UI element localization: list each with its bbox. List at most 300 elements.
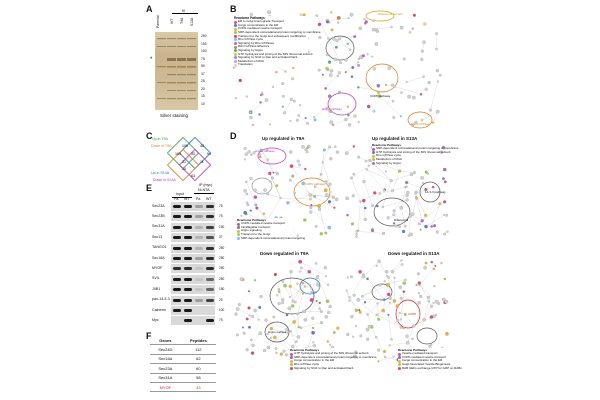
network-edge	[392, 261, 401, 272]
network-edge	[337, 41, 350, 50]
network-node	[328, 95, 331, 98]
network-node	[353, 173, 356, 176]
network-node	[250, 210, 252, 212]
network-node	[304, 285, 306, 287]
network-node	[329, 73, 332, 76]
network-node	[390, 26, 392, 28]
network-edge	[364, 201, 365, 220]
panel-c-label: C	[146, 131, 153, 141]
d-down-s13a-legend-item	[398, 365, 462, 371]
blot-band	[184, 226, 192, 229]
network-node	[264, 319, 267, 322]
network-edge	[247, 333, 260, 350]
legend-label: SRP-dependent cotranslational protein targeting	[241, 235, 306, 240]
blot-strip	[171, 275, 215, 284]
network-node	[302, 282, 304, 284]
network-node	[241, 215, 243, 217]
network-node	[403, 290, 405, 292]
legend-label: Intraflagellar transport	[241, 224, 271, 229]
network-node	[368, 165, 370, 167]
network-node	[347, 106, 349, 108]
network-node	[251, 154, 253, 156]
network-node	[377, 349, 380, 352]
network-node	[272, 86, 274, 88]
col-peptides: Peptides	[181, 336, 216, 345]
network-edge	[261, 150, 273, 172]
network-node	[419, 295, 422, 298]
network-node	[275, 347, 278, 350]
network-node	[367, 105, 370, 108]
network-node	[377, 84, 380, 87]
blot-strip	[171, 296, 215, 305]
network-node	[400, 319, 402, 321]
network-node	[306, 122, 309, 125]
network-node	[303, 310, 306, 313]
network-node	[393, 222, 395, 224]
network-node	[349, 296, 351, 298]
network-node	[301, 145, 304, 148]
network-node	[320, 321, 323, 324]
network-node	[299, 270, 301, 272]
blot-strip	[171, 285, 215, 294]
network-node	[364, 207, 366, 209]
network-node	[404, 313, 407, 316]
network-node	[430, 305, 433, 308]
network-node	[435, 32, 438, 35]
network-node	[315, 262, 317, 264]
network-node	[338, 71, 341, 74]
network-node	[259, 101, 261, 103]
network-node	[384, 356, 386, 358]
network-node	[417, 301, 420, 304]
network-node	[285, 353, 288, 356]
network-node	[320, 173, 323, 176]
network-node	[421, 119, 423, 121]
network-node	[273, 172, 275, 174]
network-node	[382, 232, 385, 235]
network-node	[282, 280, 285, 283]
network-node	[317, 284, 320, 287]
network-node	[309, 193, 312, 196]
marker-75: 75	[201, 56, 205, 61]
network-node	[381, 309, 384, 312]
network-node	[436, 69, 439, 72]
blot-band	[195, 299, 203, 302]
network-edge	[368, 279, 385, 300]
blot-strip	[171, 254, 215, 263]
network-edge	[363, 261, 379, 276]
network-node	[320, 310, 323, 313]
network-node	[351, 66, 354, 69]
network-node	[365, 160, 368, 163]
gel-bands	[155, 32, 198, 110]
network-node	[329, 305, 332, 308]
venn-value-3: 169	[175, 152, 181, 156]
panel-a-lane-group-line	[172, 13, 198, 14]
network-node	[387, 216, 390, 219]
network-node	[383, 350, 386, 353]
network-node	[328, 183, 331, 186]
network-edge	[401, 292, 404, 320]
network-node	[362, 199, 365, 202]
network-node	[259, 156, 261, 158]
network-node	[368, 159, 371, 162]
network-node	[246, 193, 249, 196]
network-node	[274, 273, 277, 276]
network-node	[316, 276, 319, 279]
blot-band	[206, 215, 214, 218]
legend-label: Signaling by NGF to Rac and activated Rac1	[294, 365, 354, 370]
network-node	[357, 61, 359, 63]
network-node	[271, 177, 274, 180]
network-edge	[299, 115, 308, 123]
network-edge	[414, 317, 431, 326]
network-node	[275, 172, 277, 174]
network-node	[396, 304, 399, 307]
network-node	[304, 318, 307, 321]
network-node	[234, 313, 237, 316]
network-node	[399, 285, 402, 288]
network-node	[377, 318, 380, 321]
network-node	[276, 184, 279, 187]
network-node	[345, 197, 348, 200]
network-node	[259, 153, 261, 155]
network-node	[389, 297, 392, 300]
network-node	[335, 198, 338, 201]
network-node	[300, 327, 302, 329]
network-edge	[400, 171, 415, 173]
network-node	[389, 302, 391, 304]
network-edge	[408, 326, 414, 343]
legend-swatch	[398, 360, 401, 363]
venn-label-up-t9a: Up in T9A	[152, 137, 168, 141]
network-node	[296, 283, 298, 285]
network-node	[289, 179, 292, 182]
network-node	[360, 334, 363, 337]
blot-label: Calnexin	[152, 307, 166, 312]
blot-strip	[171, 202, 215, 211]
legend-label: RHO GTPase Effectors	[238, 44, 270, 49]
legend-swatch	[234, 46, 237, 49]
blot-mw: 150	[219, 287, 225, 292]
network-node	[309, 211, 312, 214]
network-node	[297, 114, 300, 117]
network-node	[311, 331, 314, 334]
network-edge	[351, 178, 360, 202]
network-node	[282, 95, 285, 98]
network-node	[439, 202, 442, 205]
marker-15: 15	[201, 94, 205, 98]
legend-swatch	[398, 353, 401, 356]
blot-band	[206, 205, 214, 208]
network-edge	[285, 99, 292, 112]
network-node	[443, 214, 445, 216]
network-node	[313, 195, 316, 198]
network-node	[330, 11, 332, 13]
blot-band	[184, 247, 192, 250]
network-edge	[409, 216, 411, 236]
network-node	[409, 233, 413, 237]
network-node	[278, 302, 281, 305]
network-node	[268, 172, 271, 175]
network-node	[383, 91, 385, 93]
network-node	[442, 298, 445, 301]
network-node	[316, 300, 318, 302]
network-node	[303, 218, 306, 221]
network-node	[366, 313, 368, 315]
network-node	[312, 327, 314, 329]
blot-band	[184, 257, 192, 260]
network-node	[387, 314, 389, 316]
venn-label-down-s13a: Down in S13A	[153, 178, 176, 182]
blot-mw: 75	[219, 214, 223, 219]
network-node	[361, 295, 364, 298]
network-node	[243, 332, 246, 335]
d-up-t9a-legend-item	[237, 235, 306, 241]
network-node	[299, 104, 301, 106]
network-node	[382, 206, 384, 208]
blot-lane-1: Pa	[174, 197, 179, 201]
network-node	[350, 177, 353, 180]
network-node	[289, 150, 292, 153]
network-node	[332, 37, 335, 40]
network-node	[412, 28, 414, 30]
network-edge	[392, 171, 399, 191]
blot-mw: 250	[219, 266, 225, 271]
gel-caption: Silver staining	[160, 113, 189, 118]
network-node	[350, 13, 353, 16]
network-node	[402, 326, 405, 329]
panel-d-title-down-t9a: Down regulated in T9A	[260, 251, 309, 256]
legend-label: Cargo concentration in the ER	[402, 358, 443, 363]
network-node	[268, 11, 271, 14]
legend-label: Translation	[238, 62, 253, 67]
network-node	[334, 146, 336, 148]
network-node	[313, 116, 315, 118]
network-node	[400, 115, 402, 117]
network-node	[404, 279, 406, 281]
network-node	[385, 270, 388, 273]
blot-lane-3: Pa	[196, 197, 201, 201]
network-node	[297, 335, 300, 338]
blot-lane-2: WT	[184, 197, 190, 201]
network-node	[326, 300, 329, 303]
network-edge	[362, 285, 380, 296]
d-annotation-1433: 14-3-3 pathway	[425, 190, 446, 194]
network-edge	[388, 315, 391, 340]
network-node	[353, 294, 356, 297]
network-node	[391, 189, 394, 192]
blot-strip	[171, 233, 215, 242]
network-node	[338, 91, 340, 93]
network-node	[443, 200, 446, 203]
blot-mw: 37	[219, 235, 223, 240]
blot-band	[206, 257, 214, 260]
network-edge	[347, 291, 357, 311]
blot-mw: 250	[219, 245, 225, 250]
network-node	[336, 327, 339, 330]
network-node	[251, 315, 254, 318]
panel-b-legend-item	[234, 63, 308, 67]
network-node	[282, 106, 284, 108]
pathway-circle	[417, 328, 437, 344]
network-node	[345, 71, 347, 73]
network-node	[327, 311, 330, 314]
d-legend-up-s13a	[372, 143, 459, 165]
network-node	[412, 96, 416, 100]
network-node	[246, 96, 248, 98]
network-edge	[387, 276, 404, 291]
network-node	[422, 40, 425, 43]
network-node	[324, 232, 327, 235]
legend-label: Signaling by Hippo	[238, 47, 264, 52]
network-node	[392, 100, 394, 102]
network-node	[431, 225, 433, 227]
pathway-circles	[252, 148, 330, 206]
network-node	[283, 284, 286, 287]
blot-band	[195, 257, 203, 260]
network-edge	[300, 262, 326, 277]
network-node	[367, 53, 369, 55]
network-edge	[292, 166, 306, 169]
legend-label: Rho GTPase cycle	[294, 361, 320, 366]
network-node	[263, 188, 266, 191]
network-node	[413, 171, 416, 174]
network-edge	[357, 231, 384, 233]
network-node	[357, 86, 359, 88]
network-node	[350, 275, 353, 278]
d-down-t9a-legend-item	[290, 365, 354, 371]
network-node	[352, 194, 355, 197]
gene-cell: Sec24D	[150, 345, 181, 354]
network-node	[329, 120, 333, 124]
network-node	[394, 225, 397, 228]
network-node	[364, 301, 366, 303]
network-node	[254, 279, 256, 281]
network-node	[291, 77, 294, 80]
blot-band	[173, 278, 181, 281]
network-node	[434, 265, 436, 267]
network-node	[391, 270, 394, 273]
network-node	[356, 298, 359, 301]
network-edge	[268, 198, 281, 220]
panel-a-label: A	[146, 4, 153, 14]
network-node	[289, 296, 291, 298]
blot-label: Sec23B	[152, 213, 165, 218]
network-edge	[301, 323, 321, 328]
legend-label: Signaling by Rho GTPases	[238, 40, 275, 45]
network-node	[296, 313, 299, 316]
network-edge	[419, 283, 431, 306]
network-node	[405, 335, 408, 338]
network-node	[246, 318, 249, 321]
blot-strip	[171, 212, 215, 221]
network-node	[325, 193, 329, 197]
network-node	[442, 177, 445, 180]
panel-d-title-up-t9a: Up regulated in T9A	[262, 136, 305, 141]
network-edge	[377, 303, 378, 319]
network-node	[368, 325, 371, 328]
legend-label: COPII-mediated vesicle transport	[238, 26, 283, 31]
network-node	[325, 315, 328, 318]
network-node	[325, 275, 327, 277]
network-node	[333, 207, 335, 209]
network-node	[298, 326, 300, 328]
network-node	[348, 17, 350, 19]
blot-label: SVIL	[152, 276, 160, 281]
legend-swatch	[372, 162, 375, 165]
network-node	[335, 46, 338, 49]
network-node	[363, 18, 365, 20]
network-node	[309, 206, 312, 209]
blot-label: Sec31A	[152, 224, 165, 229]
network-node	[393, 209, 396, 212]
network-node	[407, 95, 411, 99]
network-node	[293, 100, 296, 103]
network-node	[244, 147, 247, 150]
network-node	[255, 207, 258, 210]
network-node	[327, 340, 329, 342]
network-node	[249, 111, 251, 113]
network-node	[248, 326, 251, 329]
network-node	[439, 74, 442, 77]
legend-label: Golgi Associated Vesicle Biogenesis	[402, 361, 451, 366]
gel-markers	[201, 34, 215, 109]
network-node	[444, 278, 446, 280]
blot-label: MYOF	[152, 265, 163, 270]
d-annotation-hippo-2: Hippo pathway	[268, 330, 288, 334]
network-node	[435, 48, 437, 50]
network-node	[402, 230, 405, 233]
network-node	[304, 168, 306, 170]
network-node	[423, 318, 426, 321]
blot-mw: 250	[219, 256, 225, 260]
network-node	[385, 170, 387, 172]
network-node	[251, 352, 254, 355]
blot-label: TANGO1	[152, 245, 167, 250]
network-node	[427, 81, 430, 84]
network-edge	[294, 322, 298, 337]
network-node	[375, 336, 377, 338]
panel-a-lane-group: KI	[182, 9, 186, 13]
network-node	[355, 236, 357, 238]
network-node	[383, 190, 385, 192]
network-node	[253, 309, 256, 312]
d-annotation-copii-2: COPII	[408, 312, 417, 316]
network-node	[289, 285, 292, 288]
network-node	[291, 175, 294, 178]
network-edge	[362, 285, 388, 296]
network-node	[362, 180, 365, 183]
network-node	[355, 233, 357, 235]
network-node	[435, 314, 437, 316]
network-node	[315, 14, 317, 16]
network-node	[245, 181, 247, 183]
venn-value-5: 94	[207, 152, 211, 156]
venn-value-8: 14	[182, 167, 186, 171]
network-node	[281, 301, 284, 304]
venn-value-1: 106	[182, 144, 188, 148]
network-edge	[413, 198, 417, 214]
network-node	[348, 299, 350, 301]
net-b-annotation-hippo: Hippo pathway	[322, 107, 342, 111]
network-node	[375, 42, 378, 45]
network-node	[357, 230, 359, 232]
network-node	[245, 153, 248, 156]
network-node	[432, 122, 434, 124]
network-node	[400, 259, 402, 261]
network-node	[445, 332, 448, 335]
